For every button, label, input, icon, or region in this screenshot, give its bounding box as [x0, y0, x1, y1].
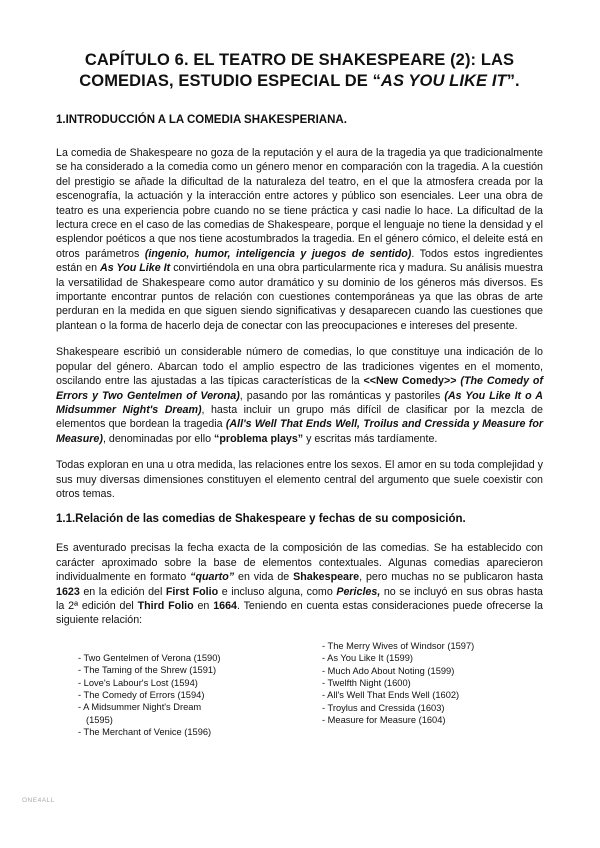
paragraph-comedies: Shakespeare escribió un considerable número de comedias, lo que constituye una indicación de lo popular del género. Abarcan todo el amplio espectro de las tradiciones vigentes en el momento, oscilando entre las ajustadas a las típicas características de la <<New Comedy>> (The Comedy of Errors y Two Gentelmen of Verona), pasando por las románticas y pastoriles (As You Like It o A Midsummer Night's Dream), hasta incluir un grupo más difícil de clasificar por la mezcla de elementos que bordean la tragedia (All's Well That Ends Well, Troilus and Cressida y Measure for Measure), denominadas por ello “problema plays” y escritas más tardíamente.: [56, 346, 544, 445]
section-heading-1: 1.INTRODUCCIÓN A LA COMEDIA SHAKESPERIANA.: [56, 114, 347, 126]
paragraph-intro: La comedia de Shakespeare no goza de la reputación y el aura de la tragedia ya que tradicionalmente se ha considerado a la comedia como un género menor en comparación con la tragedia. A la cuestión del prestigio se añade la dificultad de la naturaleza del teatro, en el que la atmosfera creada por la escenografía, la actuación y la interacción entre actores y público son esenciales. Leer una obra de teatro es una experiencia pobre cuando no se tiene práctica y casi nadie lo hace. La dificultad de la lectura crece en el caso de las comedias de Shakespeare, porque el lenguaje no tiene la densidad y el esplendor poéticos a que nos tiene acostumbrados la tragedia. En el género cómico, el deleite está en otros parámetros (ingenio, humor, inteligencia y juegos de sentido). Todos estos ingredientes están en As You Like It convirtiéndola en una obra particularmente rica y madura. Su análisis muestra la versatilidad de Shakespeare como autor dramático y su dominio de los géneros más diversos. Es importante encontrar puntos de relación con cuestiones contemporáneas ya que las obras de arte perduran en la medida en que siguen siendo significativas y desaparecen cuando las cuestiones que plantean o la forma de hacerlo deja de conectar con las preocupaciones e intereses del presente.: [56, 147, 543, 332]
list-item: - The Merchant of Venice (1596): [78, 727, 212, 738]
list-item: - Twelfth Night (1600): [322, 678, 411, 688]
list-item: - The Taming of the Shrew (1591): [78, 665, 217, 676]
comedies-list: [56, 640, 543, 738]
paragraph-dates: Es aventurado precisas la fecha exacta de la composición de las comedias. Se ha establecido con carácter aproximado sobre la base de elementos contextuales. Algunas comedias aparecieron individualmente en formato “quarto” en vida de Shakespeare, pero muchas no se publicaron hasta 1623 en la edición del First Folio e incluso alguna, como Pericles, no se incluyó en sus obras hasta la 2ª edición del Third Folio en 1664. Teniendo en cuenta estas consideraciones puede ofrecerse la siguiente relación:: [56, 542, 544, 627]
list-item: - A Midsummer Night's Dream: [78, 702, 202, 713]
list-item: - The Merry Wives of Windsor (1597): [322, 640, 475, 651]
paragraph-themes: Todas exploran en una u otra medida, las relaciones entre los sexos. El amor en su toda complejidad y sus muy diversas dimensiones constituyen el elemento central del argumento que suele coexistir con otros temas.: [56, 459, 543, 500]
list-item: - All's Well That Ends Well (1602): [322, 690, 460, 701]
list-item: - The Comedy of Errors (1594): [78, 690, 205, 700]
list-item: (1595): [86, 714, 113, 725]
document-page: [56, 50, 544, 738]
list-item: - Love's Labour's Lost (1594): [78, 677, 198, 688]
watermark: ONE4ALL: [22, 797, 55, 804]
list-item: - Much Ado About Noting (1599): [322, 665, 455, 676]
section-heading-1-1: 1.1.Relación de las comedias de Shakespeare y fechas de su composición.: [56, 513, 466, 526]
list-item: - Measure for Measure (1604): [322, 715, 446, 726]
list-item: - Two Gentelmen of Verona (1590): [78, 652, 221, 663]
comedies-list-right: [322, 640, 542, 727]
comedies-list-left: [78, 652, 278, 739]
list-item: - As You Like It (1599): [322, 653, 413, 664]
list-item: - Troylus and Cressida (1603): [322, 702, 445, 713]
page-title: CAPÍTULO 6. EL TEATRO DE SHAKESPEARE (2): LAS COMEDIAS, ESTUDIO ESPECIAL DE “AS YOU LIKE IT”.: [79, 51, 520, 90]
